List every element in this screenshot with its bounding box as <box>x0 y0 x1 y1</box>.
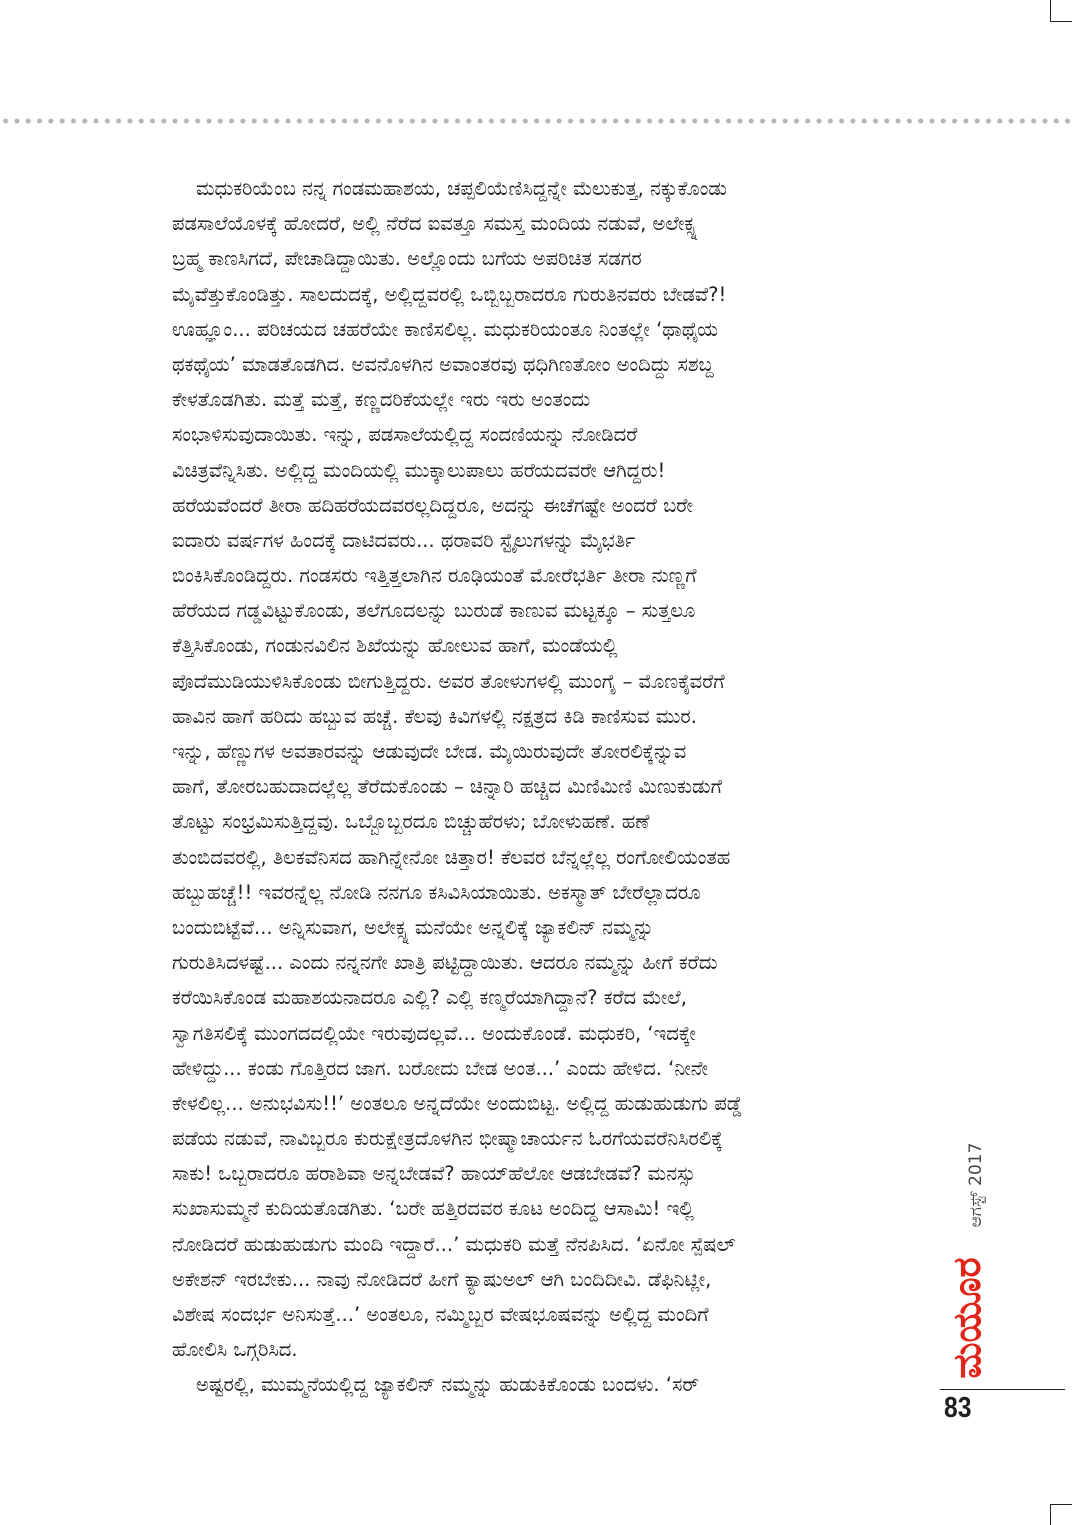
text-line: ಬ್ರಹ್ಮ ಕಾಣಸಿಗದೆ, ಪೇಚಾಡಿದ್ದಾಯಿತು. ಅಲ್ಲೊಂದು ಬಗೆಯ ಅಪರಿಚಿತ ಸಡಗರ <box>172 247 642 271</box>
text-line: ನೋಡಿದರೆ ಹುಡುಹುಡುಗು ಮಂದಿ ಇದ್ದಾರೆ...’ ಮಧುಕರಿ ಮತ್ತೆ ನೆನಪಿಸಿದ. ‘ಏನೋ ಸ್ಪೆಷಲ್ <box>172 1232 736 1256</box>
crop-mark-bottom-right-vertical <box>1050 1504 1051 1525</box>
text-line: ಸ್ವಾಗತಿಸಲಿಕ್ಕೆ ಮುಂಗದದಲ್ಲಿಯೇ ಇರುವುದಲ್ಲವೆ... ಅಂದುಕೊಂಡೆ. ಮಧುಕರಿ, ‘ಇದಕ್ಕೇ <box>172 1021 696 1045</box>
text-line: ಕೆತ್ತಿಸಿಕೊಂಡು, ಗಂಡುನವಿಲಿನ ಶಿಖೆಯನ್ನು ಹೋಲುವ ಹಾಗೆ, ಮಂಡೆಯಲ್ಲಿ <box>172 634 618 658</box>
text-line: ತುಂಬಿದವರಲ್ಲಿ, ತಿಲಕವೆನಿಸದ ಹಾಗಿನ್ನೇನೋ ಚಿತ್ತಾರ! ಕೆಲವರ ಬೆನ್ನಲ್ಲೆಲ್ಲ ರಂಗೋಲಿಯಂತಹ <box>172 845 731 869</box>
text-line: ಬಿಂಕಿಸಿಕೊಂಡಿದ್ದರು. ಗಂಡಸರು ಇತ್ತಿತ್ತಲಾಗಿನ ರೂಢಿಯಂತೆ ಮೋರೆಭರ್ತಿ ತೀರಾ ನುಣ್ಣಗೆ <box>172 564 697 588</box>
text-line: ಪೊದೆಮುಡಿಯುಳಿಸಿಕೊಂಡು ಬೀಗುತ್ತಿದ್ದರು. ಅವರ ತೋಳುಗಳಲ್ಲಿ ಮುಂಗೈ – ಮೊಣಕೈವರೆಗೆ <box>172 669 725 693</box>
magazine-logo: ಮಯೂರ <box>945 1257 989 1379</box>
text-line: ಹೆರೆಯದ ಗಡ್ಡವಿಟ್ಟುಕೊಂಡು, ತಲೆಗೂದಲನ್ನು ಬುರುಡೆ ಕಾಣುವ ಮಟ್ಟಕ್ಕೂ – ಸುತ್ತಲೂ <box>172 599 696 623</box>
text-line: ಥಕಥೈಯ’ ಮಾಡತೊಡಗಿದ. ಅವನೊಳಗಿನ ಅವಾಂತರವು ಥಧಿಗಿಣತೋಂ ಅಂದಿದ್ದು ಸಶಬ್ದ <box>172 352 714 376</box>
text-line: ಇನ್ನು, ಹೆಣ್ಣುಗಳ ಅವತಾರವನ್ನು ಆಡುವುದೇ ಬೇಡ. ಮೈಯಿರುವುದೇ ತೋರಲಿಕ್ಕೆನ್ನುವ <box>172 740 687 763</box>
text-line: ಹಾಗೆ, ತೋರಬಹುದಾದಲ್ಲೆಲ್ಲ ತೆರೆದುಕೊಂಡು – ಚಿನ್ನಾರಿ ಹಚ್ಚಿದ ಮಿಣಿಮಿಣಿ ಮಿಣುಕುಡುಗೆ <box>172 775 722 799</box>
text-line: ಕರೆಯಿಸಿಕೊಂಡ ಮಹಾಶಯನಾದರೂ ಎಲ್ಲಿ? ಎಲ್ಲಿ ಕಣ್ಮರೆಯಾಗಿದ್ದಾನೆ? ಕರೆದ ಮೇಲೆ, <box>172 986 687 1010</box>
text-line: ಪಡಸಾಲೆಯೊಳಕ್ಕೆ ಹೋದರೆ, ಅಲ್ಲಿ ನೆರೆದ ಐವತ್ತೂ ಸಮಸ್ತ ಮಂದಿಯ ನಡುವೆ, ಅಲೇಕ್ಸ್ನ <box>172 212 698 236</box>
text-line: ಹರೆಯವೆಂದರೆ ತೀರಾ ಹದಿಹರೆಯದವರಲ್ಲದಿದ್ದರೂ, ಅದನ್ನು ಈಚೆಗಷ್ಟೇ ಅಂದರೆ ಬರೇ <box>172 493 693 517</box>
page-number: 83 <box>944 1392 972 1424</box>
article-body <box>172 171 924 1403</box>
crop-mark-bottom-right-horizontal <box>1050 1504 1072 1505</box>
text-line: ಅಕೇಶನ್ ಇರಬೇಕು... ನಾವು ನೋಡಿದರೆ ಹೀಗೆ ಕ್ಯಾಷುಅಲ್ ಆಗಿ ಬಂದಿದೀವಿ. ಡೆಫಿನಿಟ್ಲೀ, <box>172 1267 712 1291</box>
issue-date: ಆಗಸ್ಟ್ 2017 <box>966 1142 986 1228</box>
text-line: ಮಧುಕರಿಯೆಂಬ ನನ್ನ ಗಂಡಮಹಾಶಯ, ಚಪ್ಪಲಿಯೆಣಿಸಿದ್ದನ್ನೇ ಮೆಲುಕುತ್ತ, ನಕ್ಕುಕೊಂಡು <box>196 177 727 200</box>
text-line: ಊಹ್ಞೂಂ... ಪರಿಚಯದ ಚಹರೆಯೇ ಕಾಣಿಸಲಿಲ್ಲ. ಮಧುಕರಿಯಂತೂ ನಿಂತಲ್ಲೇ ‘ಥಾಥೈಯ <box>172 317 719 341</box>
text-line: ಕೇಳತೊಡಗಿತು. ಮತ್ತೆ ಮತ್ತೆ, ಕಣ್ಣದರಿಕೆಯಲ್ಲೇ ಇರು ಇರು ಅಂತಂದು <box>172 388 591 412</box>
text-line: ಸುಖಾಸುಮ್ಮನೆ ಕುದಿಯತೊಡಗಿತು. ‘ಬರೇ ಹತ್ತಿರದವರ ಕೂಟ ಅಂದಿದ್ದ ಆಸಾಮಿ! ಇಲ್ಲಿ <box>172 1197 694 1221</box>
paragraph-2 <box>172 1367 924 1402</box>
text-line: ಅಷ್ಟರಲ್ಲಿ, ಮುಮ್ಮನೆಯಲ್ಲಿದ್ದ ಜ್ಯಾಕಲಿನ್ ನಮ್ಮನ್ನು ಹುಡುಕಿಕೊಂಡು ಬಂದಳು. ‘ಸರ್ <box>196 1373 699 1397</box>
crop-mark-top-right-vertical <box>1050 0 1051 21</box>
text-line: ಸಂಭಾಳಿಸುವುದಾಯಿತು. ಇನ್ನು, ಪಡಸಾಲೆಯಲ್ಲಿದ್ದ ಸಂದಣಿಯನ್ನು ನೋಡಿದರೆ <box>172 423 638 447</box>
text-line: ಮೈವೆತ್ತುಕೊಂಡಿತ್ತು. ಸಾಲದುದಕ್ಕೆ, ಅಲ್ಲಿದ್ದವರಲ್ಲಿ ಒಬ್ಬಿಬ್ಬರಾದರೂ ಗುರುತಿನವರು ಬೇಡವೆ?! <box>172 282 727 306</box>
dotted-header-rule <box>0 117 1072 125</box>
text-line: ಬಂದುಬಿಟ್ಟೆವೆ... ಅನ್ನಿಸುವಾಗ, ಅಲೇಕ್ಸ್ನ ಮನೆಯೇ ಅನ್ನಲಿಕ್ಕೆ ಜ್ಯಾಕಲಿನ್ ನಮ್ಮನ್ನು <box>172 915 654 939</box>
paragraph-1 <box>172 171 924 1367</box>
text-line: ತೊಟ್ಟು ಸಂಭ್ರಮಿಸುತ್ತಿದ್ದವು. ಒಬ್ಬೊಬ್ಬರದೂ ಬಿಚ್ಚುಹೆರಳು; ಬೋಳುಹಣೆ. ಹಣೆ <box>172 810 650 834</box>
text-line: ಹಾವಿನ ಹಾಗೆ ಹರಿದು ಹಬ್ಬುವ ಹಚ್ಚೆ. ಕೆಲವು ಕಿವಿಗಳಲ್ಲಿ ನಕ್ಷತ್ರದ ಕಿಡಿ ಕಾಣಿಸುವ ಮುರ. <box>172 704 697 728</box>
text-line: ವಿಶೇಷ ಸಂದರ್ಭ ಅನಿಸುತ್ತೆ...’ ಅಂತಲೂ, ನಮ್ಮಿಬ್ಬರ ವೇಷಭೂಷವನ್ನು ಅಲ್ಲಿದ್ದ ಮಂದಿಗೆ <box>172 1303 709 1326</box>
text-line: ಹೇಳಿದ್ದು... ಕಂಡು ಗೊತ್ತಿರದ ಜಾಗ. ಬರೋದು ಬೇಡ ಅಂತ...’ ಎಂದು ಹೇಳಿದ. ‘ನೀನೇ <box>172 1056 709 1080</box>
folio-rule <box>940 1389 1065 1390</box>
text-line: ಗುರುತಿಸಿದಳಷ್ಟೆ... ಎಂದು ನನ್ನನಗೇ ಖಾತ್ರಿ ಪಟ್ಟಿದ್ದಾಯಿತು. ಆದರೂ ನಮ್ಮನ್ನು ಹೀಗೆ ಕರೆದು <box>172 951 718 975</box>
text-line: ವಿಚಿತ್ರವೆನ್ನಿಸಿತು. ಅಲ್ಲಿದ್ದ ಮಂದಿಯಲ್ಲಿ ಮುಕ್ಕಾಲುಪಾಲು ಹರೆಯದವರೇ ಆಗಿದ್ದರು! <box>172 458 666 482</box>
text-line: ಹೋಲಿಸಿ ಒಗ್ಗರಿಸಿದ. <box>172 1338 298 1362</box>
text-line: ಹಬ್ಬುಹಚ್ಚೆ!! ಇವರನ್ನೆಲ್ಲ ನೋಡಿ ನನಗೂ ಕಸಿವಿಸಿಯಾಯಿತು. ಅಕಸ್ಮಾತ್ ಬೇರೆಲ್ಲಾದರೂ <box>172 880 701 904</box>
text-line: ಕೇಳಲಿಲ್ಲ... ಅನುಭವಿಸು!!’ ಅಂತಲೂ ಅನ್ನದೆಯೇ ಅಂದುಬಿಟ್ಟ. ಅಲ್ಲಿದ್ದ ಹುಡುಹುಡುಗು ಪಡ್ಡೆ <box>172 1091 743 1115</box>
text-line: ಪಡೆಯ ನಡುವೆ, ನಾವಿಬ್ಬರೂ ಕುರುಕ್ಷೇತ್ರದೊಳಗಿನ ಭೀಷ್ಮಾಚಾರ್ಯನ ಓರಗೆಯವರೆನಿಸಿರಲಿಕ್ಕೆ <box>172 1127 723 1151</box>
crop-mark-top-right-horizontal <box>1050 21 1072 22</box>
text-line: ಐದಾರು ವರ್ಷಗಳ ಹಿಂದಕ್ಕೆ ದಾಟಿದವರು... ಥರಾವರಿ ಸ್ಟೈಲುಗಳನ್ನು ಮೈಭರ್ತಿ <box>172 528 636 552</box>
text-line: ಸಾಕು! ಒಬ್ಬರಾದರೂ ಹರಾಶಿವಾ ಅನ್ನಬೇಡವೆ? ಹಾಯ್‌ಹೆಲೋ ಆಡಬೇಡವೆ? ಮನಸ್ಸು <box>172 1162 696 1186</box>
